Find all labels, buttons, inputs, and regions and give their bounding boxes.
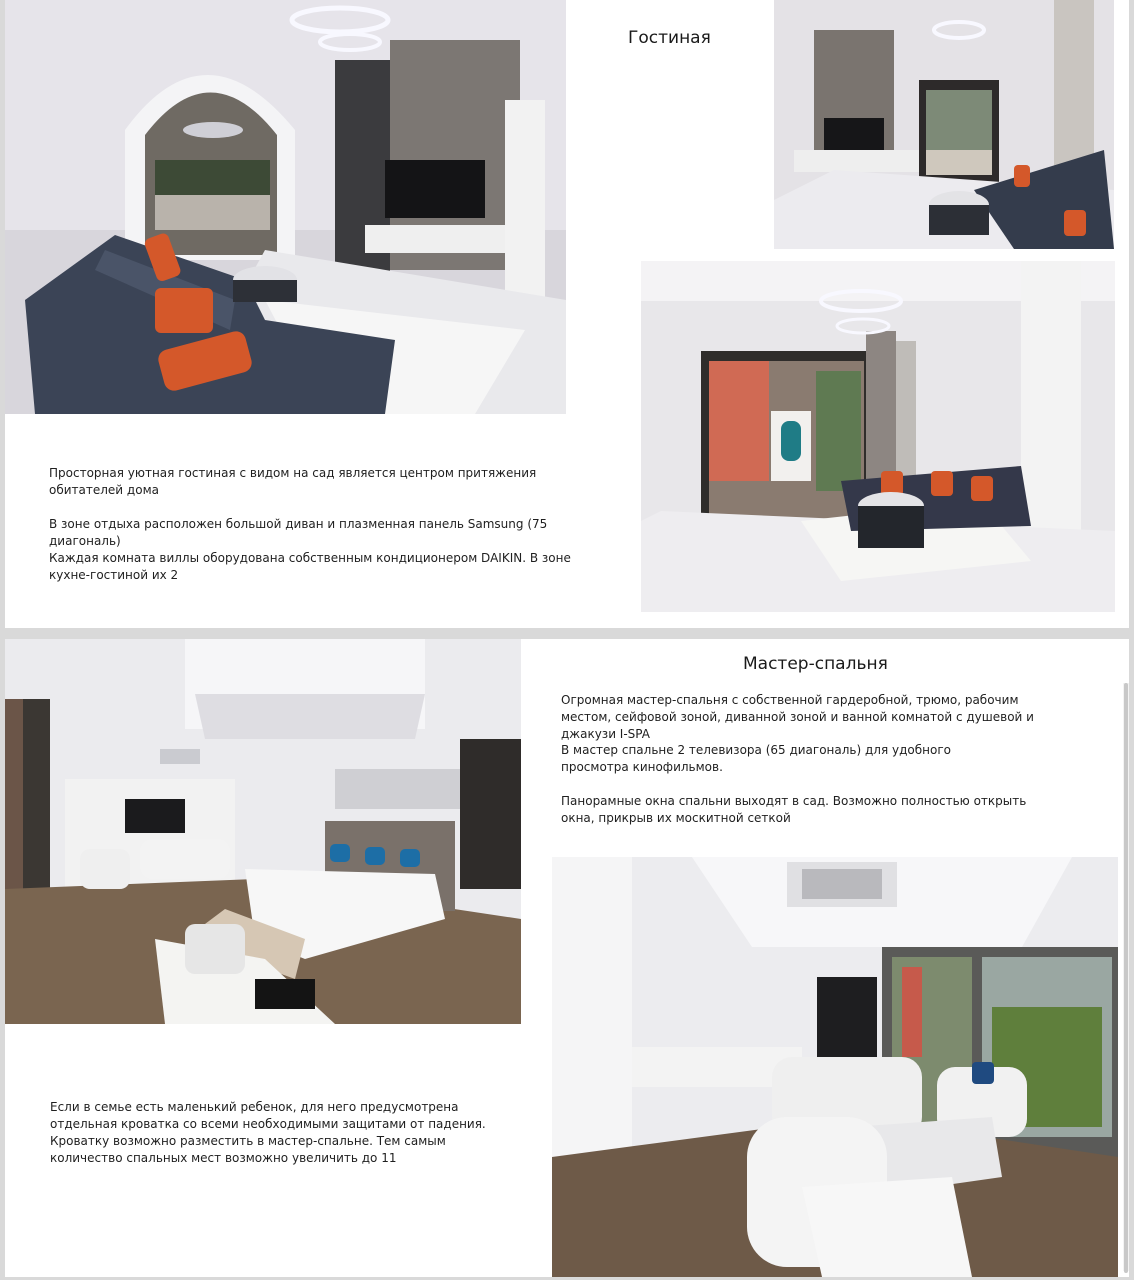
- master-bedroom-title: Мастер-спальня: [743, 654, 888, 674]
- scrollbar-thumb[interactable]: [1124, 683, 1128, 1273]
- living-room-paragraph-1: Просторная уютная гостиная с видом на сад является центром притяжения обитателей дома: [49, 466, 537, 497]
- master-bedroom-paragraph-2: В мастер спальне 2 телевизора (65 диагональ) для удобного просмотра кинофильмов.: [561, 743, 951, 774]
- living-room-window-photo: [641, 261, 1115, 612]
- master-bedroom-bed-photo: [5, 639, 521, 1024]
- slide-master-bedroom: [5, 639, 1129, 1277]
- scrollbar[interactable]: [1123, 683, 1129, 1271]
- living-room-paragraph-2: В зоне отдыха расположен большой диван и плазменная панель Samsung (75 диагональ): [49, 517, 548, 548]
- living-room-paragraph-3: Каждая комната виллы оборудована собственным кондиционером DAIKIN. В зоне кухне-гостиной их 2: [49, 551, 571, 582]
- slide-living-room: [5, 0, 1129, 628]
- master-bedroom-paragraph-3: Панорамные окна спальни выходят в сад. Возможно полностью открыть окна, прикрыв их москитной сеткой: [561, 794, 1027, 825]
- master-bedroom-seating-photo: [552, 857, 1118, 1277]
- master-bedroom-child-note: Если в семье есть маленький ребенок, для него предусмотрена отдельная кроватка со всеми необходимыми защитами от падения. Кроватку возможно разместить в мастер-спальне. Тем самым количество спальных мест возможно увеличить до 11: [50, 1100, 486, 1165]
- living-room-title: Гостиная: [628, 28, 711, 48]
- living-room-arch-photo: [5, 0, 566, 414]
- living-room-tv-photo: [774, 0, 1114, 249]
- master-bedroom-paragraph-1: Огромная мастер-спальня с собственной гардеробной, трюмо, рабочим местом, сейфовой зоной, диванной зоной и ванной комнатой с душевой и джакузи I-SPA: [561, 693, 1034, 741]
